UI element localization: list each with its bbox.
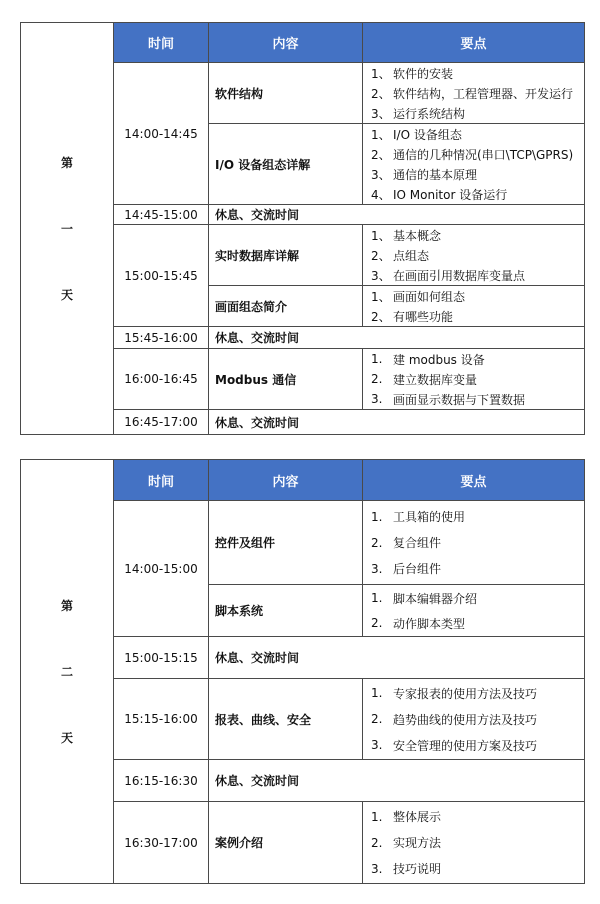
points-cell [363, 501, 585, 585]
points-cell [363, 585, 585, 637]
day1-schedule-table [20, 22, 585, 435]
point-item: 1、 软件的安装 [371, 66, 454, 81]
point-item: 3. 后台组件 [371, 561, 442, 576]
header-points: 要点 [363, 460, 585, 501]
break-cell: 休息、交流时间 [209, 410, 585, 435]
points-cell [363, 679, 585, 760]
header-time: 时间 [114, 460, 209, 501]
point-item: 3、 通信的基本原理 [371, 167, 478, 182]
points-cell [363, 124, 585, 205]
point-item: 2. 建立数据库变量 [371, 372, 478, 387]
points-cell [363, 349, 585, 410]
day2-schedule-table [20, 459, 585, 884]
point-item: 1、 画面如何组态 [371, 289, 466, 304]
point-item: 3、 运行系统结构 [371, 106, 466, 121]
time-slot: 14:00-15:00 [114, 501, 209, 637]
point-item: 2、 有哪些功能 [371, 309, 454, 324]
day2-label: 第 二 天 [21, 460, 114, 884]
header-content: 内容 [209, 23, 363, 63]
point-item: 1. 工具箱的使用 [371, 509, 466, 524]
time-slot: 14:45-15:00 [114, 205, 209, 225]
time-slot: 16:00-16:45 [114, 349, 209, 410]
point-item: 2. 动作脚本类型 [371, 616, 466, 631]
time-slot: 15:45-16:00 [114, 327, 209, 349]
time-slot: 15:15-16:00 [114, 679, 209, 760]
break-cell: 休息、交流时间 [209, 205, 585, 225]
point-item: 1. 专家报表的使用方法及技巧 [371, 686, 538, 701]
header-time: 时间 [114, 23, 209, 63]
points-cell [363, 286, 585, 327]
point-item: 2. 趋势曲线的使用方法及技巧 [371, 712, 538, 727]
time-slot: 16:30-17:00 [114, 802, 209, 884]
content-cell: 报表、曲线、安全 [209, 679, 363, 760]
header-content: 内容 [209, 460, 363, 501]
points-cell [363, 225, 585, 286]
point-item: 3. 技巧说明 [371, 861, 442, 876]
point-item: 2、 通信的几种情况(串口\TCP\GPRS) [371, 147, 574, 162]
time-slot: 15:00-15:45 [114, 225, 209, 327]
content-cell: 案例介绍 [209, 802, 363, 884]
content-cell: 画面组态简介 [209, 286, 363, 327]
point-item: 1、 I/O 设备组态 [371, 127, 462, 142]
point-item: 1. 整体展示 [371, 809, 442, 824]
point-item: 3. 画面显示数据与下置数据 [371, 392, 526, 407]
time-slot: 14:00-14:45 [114, 63, 209, 205]
points-cell [363, 63, 585, 124]
content-cell: 软件结构 [209, 63, 363, 124]
day1-label: 第 一 天 [21, 23, 114, 435]
break-cell: 休息、交流时间 [209, 637, 585, 679]
point-item: 1. 建 modbus 设备 [371, 352, 485, 367]
content-cell: Modbus 通信 [209, 349, 363, 410]
point-item: 2、 软件结构，工程管理器、开发运行 [371, 86, 574, 101]
point-item: 1. 脚本编辑器介绍 [371, 591, 478, 606]
points-cell [363, 802, 585, 884]
content-cell: 实时数据库详解 [209, 225, 363, 286]
time-slot: 16:15-16:30 [114, 760, 209, 802]
time-slot: 15:00-15:15 [114, 637, 209, 679]
point-item: 4、 IO Monitor 设备运行 [371, 187, 508, 202]
content-cell: I/O 设备组态详解 [209, 124, 363, 205]
break-cell: 休息、交流时间 [209, 760, 585, 802]
point-item: 2. 复合组件 [371, 535, 442, 550]
point-item: 1、 基本概念 [371, 228, 442, 243]
point-item: 3. 安全管理的使用方案及技巧 [371, 738, 538, 753]
point-item: 2. 实现方法 [371, 835, 442, 850]
content-cell: 脚本系统 [209, 585, 363, 637]
point-item: 3、 在画面引用数据库变量点 [371, 268, 526, 283]
header-points: 要点 [363, 23, 585, 63]
break-cell: 休息、交流时间 [209, 327, 585, 349]
content-cell: 控件及组件 [209, 501, 363, 585]
time-slot: 16:45-17:00 [114, 410, 209, 435]
point-item: 2、 点组态 [371, 248, 430, 263]
